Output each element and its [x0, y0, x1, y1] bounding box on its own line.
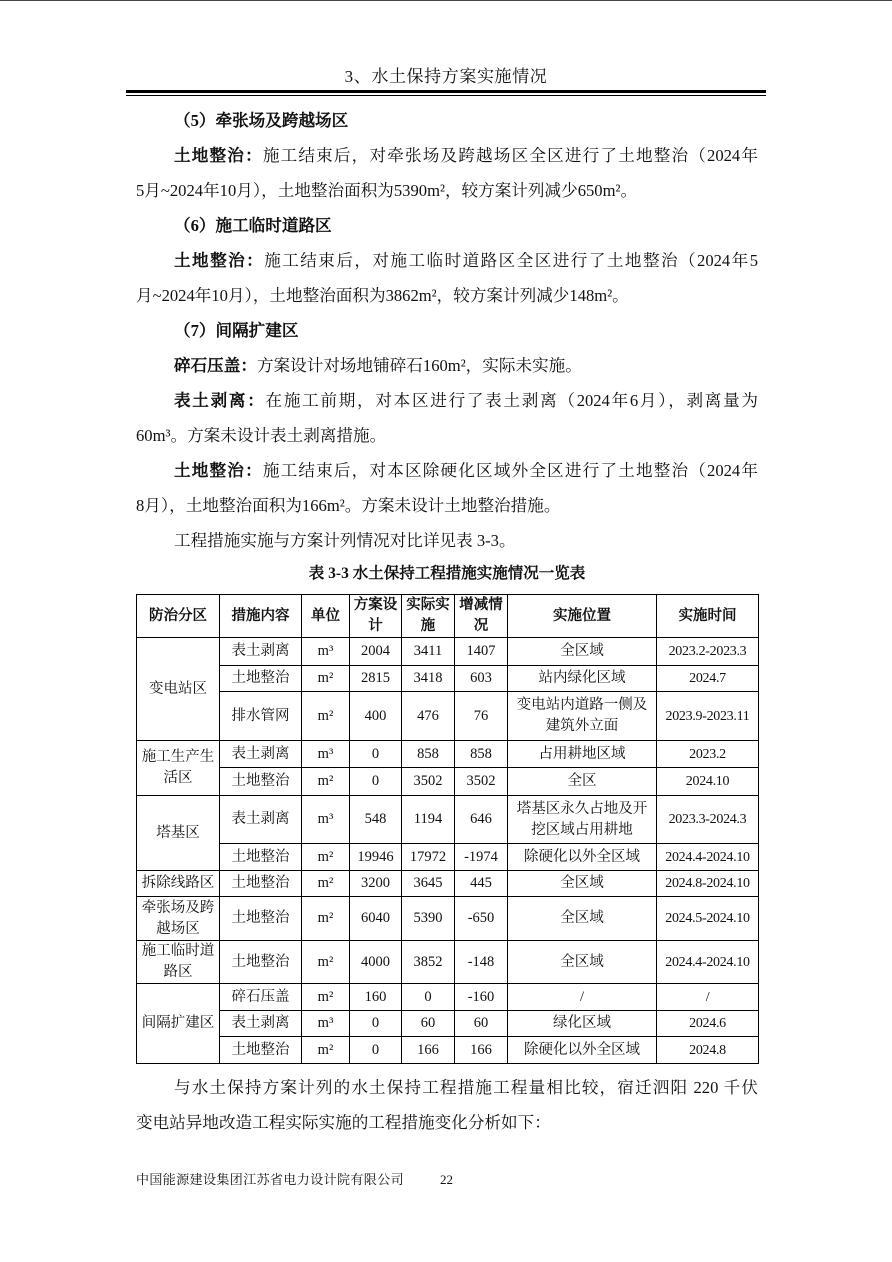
location-cell: 站内绿化区域	[508, 666, 657, 692]
actual-cell: 858	[402, 741, 455, 768]
change-cell: -160	[455, 984, 508, 1011]
measure-cell: 土地整治	[220, 844, 302, 871]
measure-cell: 土地整治	[220, 1037, 302, 1064]
planned-cell: 0	[350, 1037, 402, 1064]
table-row	[137, 984, 759, 1011]
time-cell: 2024.6	[657, 1011, 759, 1037]
change-cell: 445	[455, 871, 508, 897]
zone-cell: 拆除线路区	[137, 871, 220, 897]
measure-cell: 表土剥离	[220, 796, 302, 844]
unit-cell: m²	[302, 871, 350, 897]
planned-cell: 4000	[350, 941, 402, 984]
location-cell: 绿化区域	[508, 1011, 657, 1037]
change-cell: 166	[455, 1037, 508, 1064]
table-header-row	[137, 595, 759, 638]
change-cell: 646	[455, 796, 508, 844]
actual-cell: 3418	[402, 666, 455, 692]
column-header: 实施位置	[508, 595, 657, 638]
measure-cell: 土地整治	[220, 941, 302, 984]
unit-cell: m³	[302, 741, 350, 768]
change-cell: 3502	[455, 768, 508, 796]
paragraph-text: 施工结束后，对本区除硬化区域外全区进行了土地整治（2024年	[262, 460, 759, 480]
location-cell: 塔基区永久占地及开挖区域占用耕地	[508, 796, 657, 844]
unit-cell: m²	[302, 844, 350, 871]
planned-cell: 6040	[350, 897, 402, 941]
planned-cell: 19946	[350, 844, 402, 871]
time-cell: 2023.3-2024.3	[657, 796, 759, 844]
zone-cell: 塔基区	[137, 796, 220, 871]
unit-cell: m²	[302, 1037, 350, 1064]
paragraph-line: 与水土保持方案计列的水土保持工程措施工程量相比较，宿迁泗阳 220 千伏	[174, 1077, 758, 1097]
paragraph-text: 施工结束后，对施工临时道路区全区进行了土地整治（2024年5	[264, 250, 759, 270]
time-cell: 2024.8	[657, 1037, 759, 1064]
table-row	[137, 1011, 759, 1037]
paragraph-line	[136, 243, 758, 278]
paragraph-line	[136, 453, 758, 488]
time-cell: 2024.4-2024.10	[657, 941, 759, 984]
actual-cell: 1194	[402, 796, 455, 844]
section-heading-7: （7）间隔扩建区	[174, 320, 299, 340]
measures-table	[136, 594, 759, 1064]
paragraph-line	[136, 138, 758, 173]
unit-cell: m³	[302, 638, 350, 666]
measure-cell: 表土剥离	[220, 1011, 302, 1037]
header-rule-thin	[126, 95, 766, 96]
location-cell: 全区域	[508, 638, 657, 666]
zone-cell: 牵张场及跨越场区	[137, 897, 220, 941]
column-header: 方案设计	[350, 595, 402, 638]
section-heading-5: （5）牵张场及跨越场区	[174, 110, 349, 130]
measure-cell: 表土剥离	[220, 741, 302, 768]
paragraph-text: 方案设计对场地铺碎石160m²，实际未实施。	[256, 355, 582, 375]
actual-cell: 3852	[402, 941, 455, 984]
table-row	[137, 844, 759, 871]
footer-page-number: 22	[440, 1172, 453, 1187]
planned-cell: 0	[350, 1011, 402, 1037]
paragraph-line: 变电站异地改造工程实际实施的工程措施变化分析如下：	[136, 1112, 551, 1132]
measure-cell: 碎石压盖	[220, 984, 302, 1011]
time-cell: 2024.5-2024.10	[657, 897, 759, 941]
time-cell: 2024.4-2024.10	[657, 844, 759, 871]
location-cell: 变电站内道路一侧及建筑外立面	[508, 692, 657, 741]
footer-company-name: 中国能源建设集团江苏省电力设计院有限公司	[136, 1172, 405, 1187]
body-text	[136, 103, 758, 558]
location-cell: 全区	[508, 768, 657, 796]
time-cell: /	[657, 984, 759, 1011]
change-cell: -1974	[455, 844, 508, 871]
measure-cell: 土地整治	[220, 666, 302, 692]
unit-cell: m²	[302, 897, 350, 941]
paragraph-line: 8月），土地整治面积为166m²。方案未设计土地整治措施。	[136, 495, 561, 515]
location-cell: 全区域	[508, 871, 657, 897]
table-row	[137, 1037, 759, 1064]
actual-cell: 0	[402, 984, 455, 1011]
closing-paragraph	[136, 1070, 758, 1140]
unit-cell: m²	[302, 666, 350, 692]
section-heading-6: （6）施工临时道路区	[174, 215, 332, 235]
location-cell: 除硬化以外全区域	[508, 844, 657, 871]
unit-cell: m²	[302, 941, 350, 984]
planned-cell: 3200	[350, 871, 402, 897]
zone-cell: 施工临时道路区	[137, 941, 220, 984]
column-header: 实际实施	[402, 595, 455, 638]
actual-cell: 476	[402, 692, 455, 741]
header-rule-thick	[126, 90, 766, 93]
paragraph-label: 土地整治：	[174, 460, 263, 480]
paragraph-label: 土地整治：	[174, 145, 263, 165]
unit-cell: m²	[302, 692, 350, 741]
table-reference-text: 工程措施实施与方案计列情况对比详见表 3-3。	[174, 530, 516, 550]
table-row	[137, 796, 759, 844]
time-cell: 2023.2	[657, 741, 759, 768]
location-cell: 占用耕地区域	[508, 741, 657, 768]
planned-cell: 2815	[350, 666, 402, 692]
table-row	[137, 871, 759, 897]
column-header: 增减情况	[455, 595, 508, 638]
column-header: 防治分区	[137, 595, 220, 638]
change-cell: 1407	[455, 638, 508, 666]
column-header: 措施内容	[220, 595, 302, 638]
location-cell: 全区域	[508, 941, 657, 984]
location-cell: 全区域	[508, 897, 657, 941]
actual-cell: 5390	[402, 897, 455, 941]
actual-cell: 3502	[402, 768, 455, 796]
table-row	[137, 941, 759, 984]
unit-cell: m²	[302, 768, 350, 796]
actual-cell: 17972	[402, 844, 455, 871]
paragraph-line: 月~2024年10月），土地整治面积为3862m²，较方案计列减少148m²。	[136, 285, 629, 305]
table-caption: 表 3-3 水土保持工程措施实施情况一览表	[308, 565, 586, 582]
planned-cell: 0	[350, 768, 402, 796]
time-cell: 2024.10	[657, 768, 759, 796]
planned-cell: 160	[350, 984, 402, 1011]
paragraph-label: 表土剥离：	[174, 390, 266, 410]
actual-cell: 166	[402, 1037, 455, 1064]
column-header: 单位	[302, 595, 350, 638]
location-cell: 除硬化以外全区域	[508, 1037, 657, 1064]
change-cell: 858	[455, 741, 508, 768]
unit-cell: m²	[302, 984, 350, 1011]
actual-cell: 3645	[402, 871, 455, 897]
running-header: 3、水土保持方案实施情况	[344, 67, 548, 86]
location-cell: /	[508, 984, 657, 1011]
table-row	[137, 741, 759, 768]
measure-cell: 土地整治	[220, 871, 302, 897]
planned-cell: 2004	[350, 638, 402, 666]
table-row	[137, 692, 759, 741]
time-cell: 2024.7	[657, 666, 759, 692]
table-row	[137, 768, 759, 796]
table-row	[137, 897, 759, 941]
paragraph-text: 在施工前期，对本区进行了表土剥离（2024年6月），剥离量为	[265, 390, 759, 410]
measure-cell: 土地整治	[220, 768, 302, 796]
paragraph-line: 5月~2024年10月），土地整治面积为5390m²，较方案计列减少650m²。	[136, 180, 638, 200]
zone-cell: 变电站区	[137, 638, 220, 741]
paragraph-line	[136, 383, 758, 418]
time-cell: 2024.8-2024.10	[657, 871, 759, 897]
change-cell: -650	[455, 897, 508, 941]
paragraph-line: 60m³。方案未设计表土剥离措施。	[136, 425, 387, 445]
measure-cell: 排水管网	[220, 692, 302, 741]
planned-cell: 400	[350, 692, 402, 741]
change-cell: 76	[455, 692, 508, 741]
planned-cell: 0	[350, 741, 402, 768]
paragraph-text: 施工结束后，对牵张场及跨越场区全区进行了土地整治（2024年	[262, 145, 759, 165]
time-cell: 2023.9-2023.11	[657, 692, 759, 741]
zone-cell: 间隔扩建区	[137, 984, 220, 1064]
unit-cell: m³	[302, 796, 350, 844]
unit-cell: m³	[302, 1011, 350, 1037]
paragraph-label: 土地整治：	[174, 250, 265, 270]
change-cell: 603	[455, 666, 508, 692]
paragraph-line	[136, 348, 758, 383]
actual-cell: 3411	[402, 638, 455, 666]
measure-cell: 土地整治	[220, 897, 302, 941]
paragraph-label: 碎石压盖：	[174, 355, 257, 375]
change-cell: 60	[455, 1011, 508, 1037]
time-cell: 2023.2-2023.3	[657, 638, 759, 666]
actual-cell: 60	[402, 1011, 455, 1037]
column-header: 实施时间	[657, 595, 759, 638]
measure-cell: 表土剥离	[220, 638, 302, 666]
planned-cell: 548	[350, 796, 402, 844]
change-cell: -148	[455, 941, 508, 984]
zone-cell: 施工生产生活区	[137, 741, 220, 796]
table-row	[137, 638, 759, 666]
page-top-border	[0, 0, 892, 1]
table-row	[137, 666, 759, 692]
